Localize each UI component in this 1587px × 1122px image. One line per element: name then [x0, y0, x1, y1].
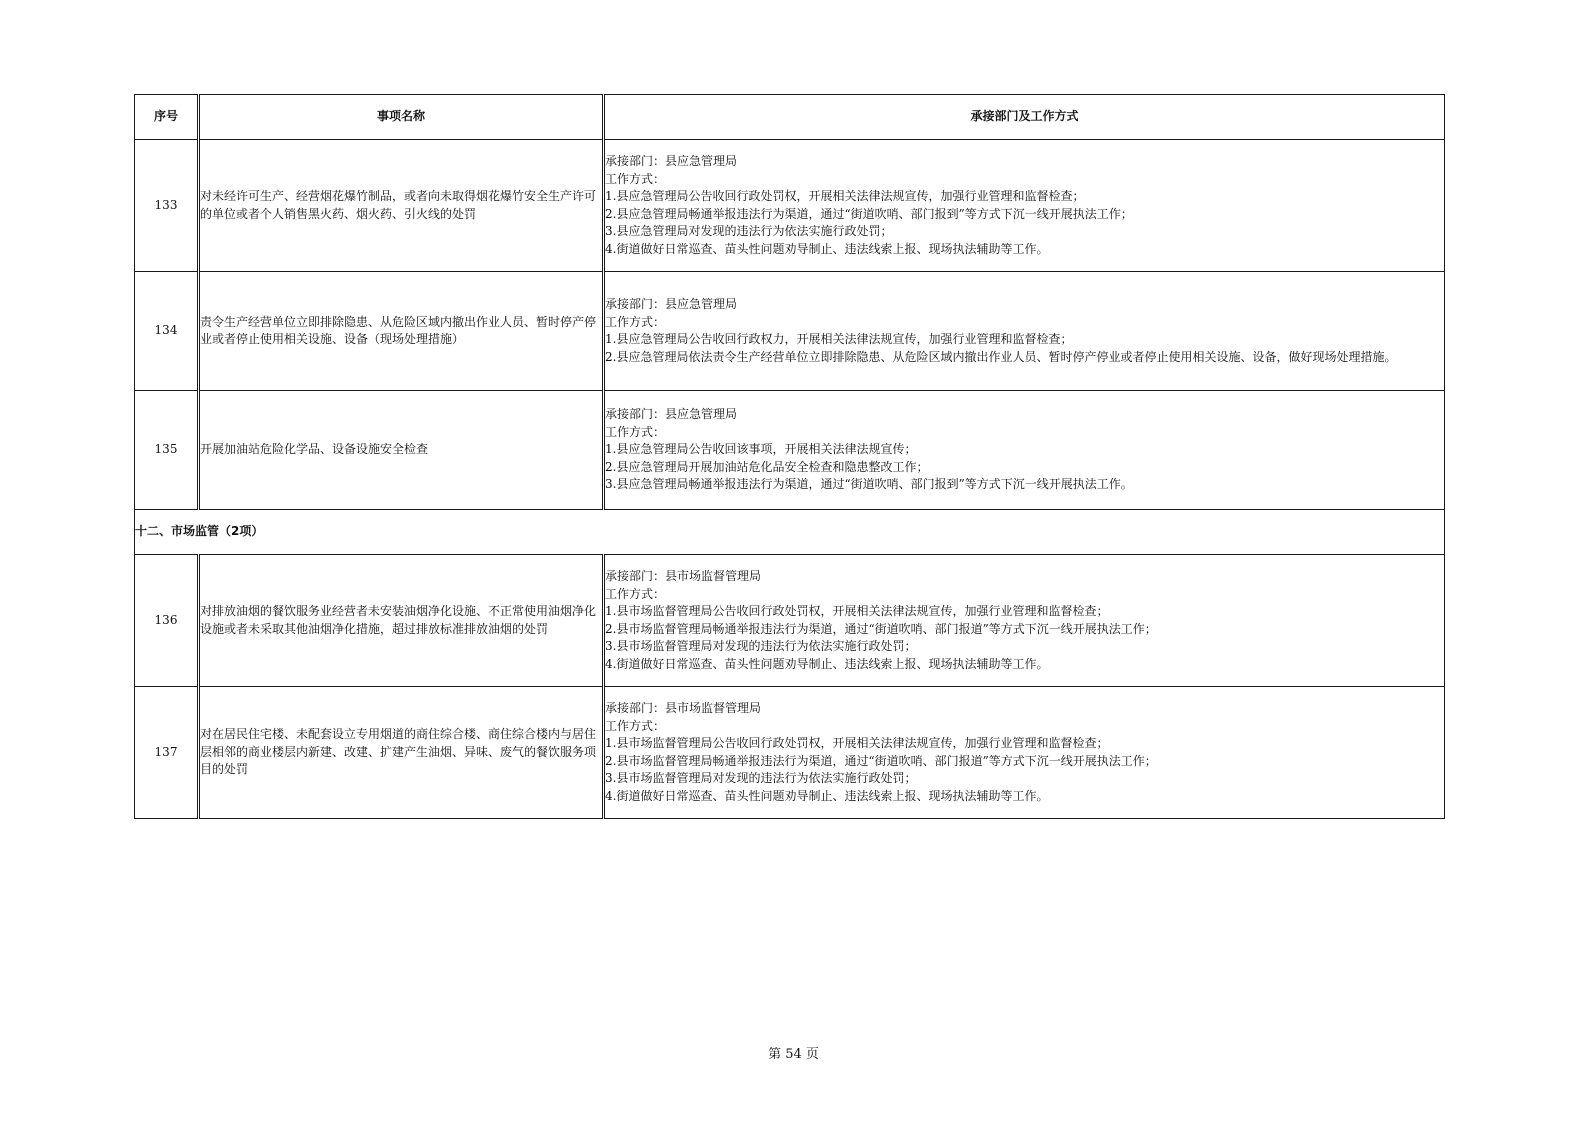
item-name: 对排放油烟的餐饮服务业经营者未安装油烟净化设施、不正常使用油烟净化设施或者未采取其他油烟净化措施，超过排放标准排放油烟的处罚: [199, 555, 604, 687]
row-number: 135: [135, 391, 199, 510]
dept-and-method: [604, 687, 1445, 819]
method-step: 3.县应急管理局畅通举报违法行为渠道，通过“街道吹哨、部门报到”等方式下沉一线开展执法工作。: [605, 477, 1133, 492]
section-title: 十二、市场监管（2项）: [135, 510, 1445, 555]
method-step: 4.街道做好日常巡查、苗头性问题劝导制止、违法线索上报、现场执法辅助等工作。: [605, 241, 1049, 256]
method-label: 工作方式：: [605, 171, 666, 186]
method-step: 1.县市场监督管理局公告收回行政处罚权，开展相关法律法规宣传，加强行业管理和监督检查；: [605, 736, 1109, 750]
page-number: 第 54 页: [768, 1047, 819, 1062]
method-step: 2.县市场监督管理局畅通举报违法行为渠道，通过“街道吹哨、部门报道”等方式下沉一线开展执法工作；: [605, 753, 1157, 768]
method-step: 2.县应急管理局依法责令生产经营单位立即排除隐患、从危险区域内撤出作业人员、暂时停产停业或者停止使用相关设施、设备，做好现场处理措施。: [605, 349, 1397, 364]
header-name: 事项名称: [199, 95, 604, 140]
method-step: 1.县应急管理局公告收回行政权力，开展相关法律法规宣传，加强行业管理和监督检查；: [605, 332, 1073, 346]
method-label: 工作方式：: [605, 718, 666, 733]
method-label: 工作方式：: [605, 424, 666, 439]
method-step: 3.县市场监督管理局对发现的违法行为依法实施行政处罚；: [605, 771, 917, 785]
method-step: 2.县应急管理局开展加油站危化品安全检查和隐患整改工作；: [605, 459, 929, 474]
method-step: 1.县应急管理局公告收回该事项，开展相关法律法规宣传；: [605, 442, 917, 457]
row-number: 137: [135, 687, 199, 819]
dept-line: 承接部门：县应急管理局: [605, 154, 738, 168]
item-name: 开展加油站危险化学品、设备设施安全检查: [199, 391, 604, 510]
header-dept: 承接部门及工作方式: [604, 95, 1445, 140]
method-step: 3.县应急管理局对发现的违法行为依法实施行政处罚；: [605, 224, 893, 238]
dept-and-method: [604, 391, 1445, 510]
method-step: 1.县应急管理局公告收回行政处罚权，开展相关法律法规宣传，加强行业管理和监督检查；: [605, 189, 1085, 203]
row-number: 134: [135, 272, 199, 391]
table-row: [135, 555, 1445, 687]
table-row: [135, 391, 1445, 510]
method-step: 1.县市场监督管理局公告收回行政处罚权，开展相关法律法规宣传，加强行业管理和监督检查；: [605, 604, 1109, 618]
method-step: 3.县市场监督管理局对发现的违法行为依法实施行政处罚；: [605, 639, 917, 653]
dept-and-method: [604, 555, 1445, 687]
dept-and-method: [604, 140, 1445, 272]
table-body-emergency: [135, 140, 1445, 510]
dept-and-method: [604, 272, 1445, 391]
table-row: [135, 272, 1445, 391]
section-row: [135, 510, 1445, 555]
dept-line: 承接部门：县应急管理局: [605, 297, 738, 311]
header-num: 序号: [135, 95, 199, 140]
item-name: 对在居民住宅楼、未配套设立专用烟道的商住综合楼、商住综合楼内与居住层相邻的商业楼层内新建、改建、扩建产生油烟、异味、废气的餐饮服务项目的处罚: [199, 687, 604, 819]
table-row: [135, 140, 1445, 272]
item-name: 对未经许可生产、经营烟花爆竹制品，或者向未取得烟花爆竹安全生产许可的单位或者个人销售黑火药、烟火药、引火线的处罚: [199, 140, 604, 272]
dept-line: 承接部门：县市场监督管理局: [605, 701, 762, 715]
row-number: 136: [135, 555, 199, 687]
item-name: 责令生产经营单位立即排除隐患、从危险区域内撤出作业人员、暂时停产停业或者停止使用相关设施、设备（现场处理措施）: [199, 272, 604, 391]
table-header-row: [135, 95, 1445, 140]
table-row: [135, 687, 1445, 819]
method-step: 4.街道做好日常巡查、苗头性问题劝导制止、违法线索上报、现场执法辅助等工作。: [605, 656, 1049, 671]
method-step: 2.县市场监督管理局畅通举报违法行为渠道，通过“街道吹哨、部门报道”等方式下沉一线开展执法工作；: [605, 621, 1157, 636]
items-table: [134, 94, 1445, 819]
table-body-market: [135, 555, 1445, 819]
method-step: 4.街道做好日常巡查、苗头性问题劝导制止、违法线索上报、现场执法辅助等工作。: [605, 788, 1049, 803]
row-number: 133: [135, 140, 199, 272]
method-label: 工作方式：: [605, 586, 666, 601]
method-step: 2.县应急管理局畅通举报违法行为渠道，通过“街道吹哨、部门报到”等方式下沉一线开展执法工作；: [605, 206, 1133, 221]
method-label: 工作方式：: [605, 314, 666, 329]
table-body-section: [135, 510, 1445, 555]
dept-line: 承接部门：县应急管理局: [605, 407, 738, 422]
dept-line: 承接部门：县市场监督管理局: [605, 569, 762, 583]
